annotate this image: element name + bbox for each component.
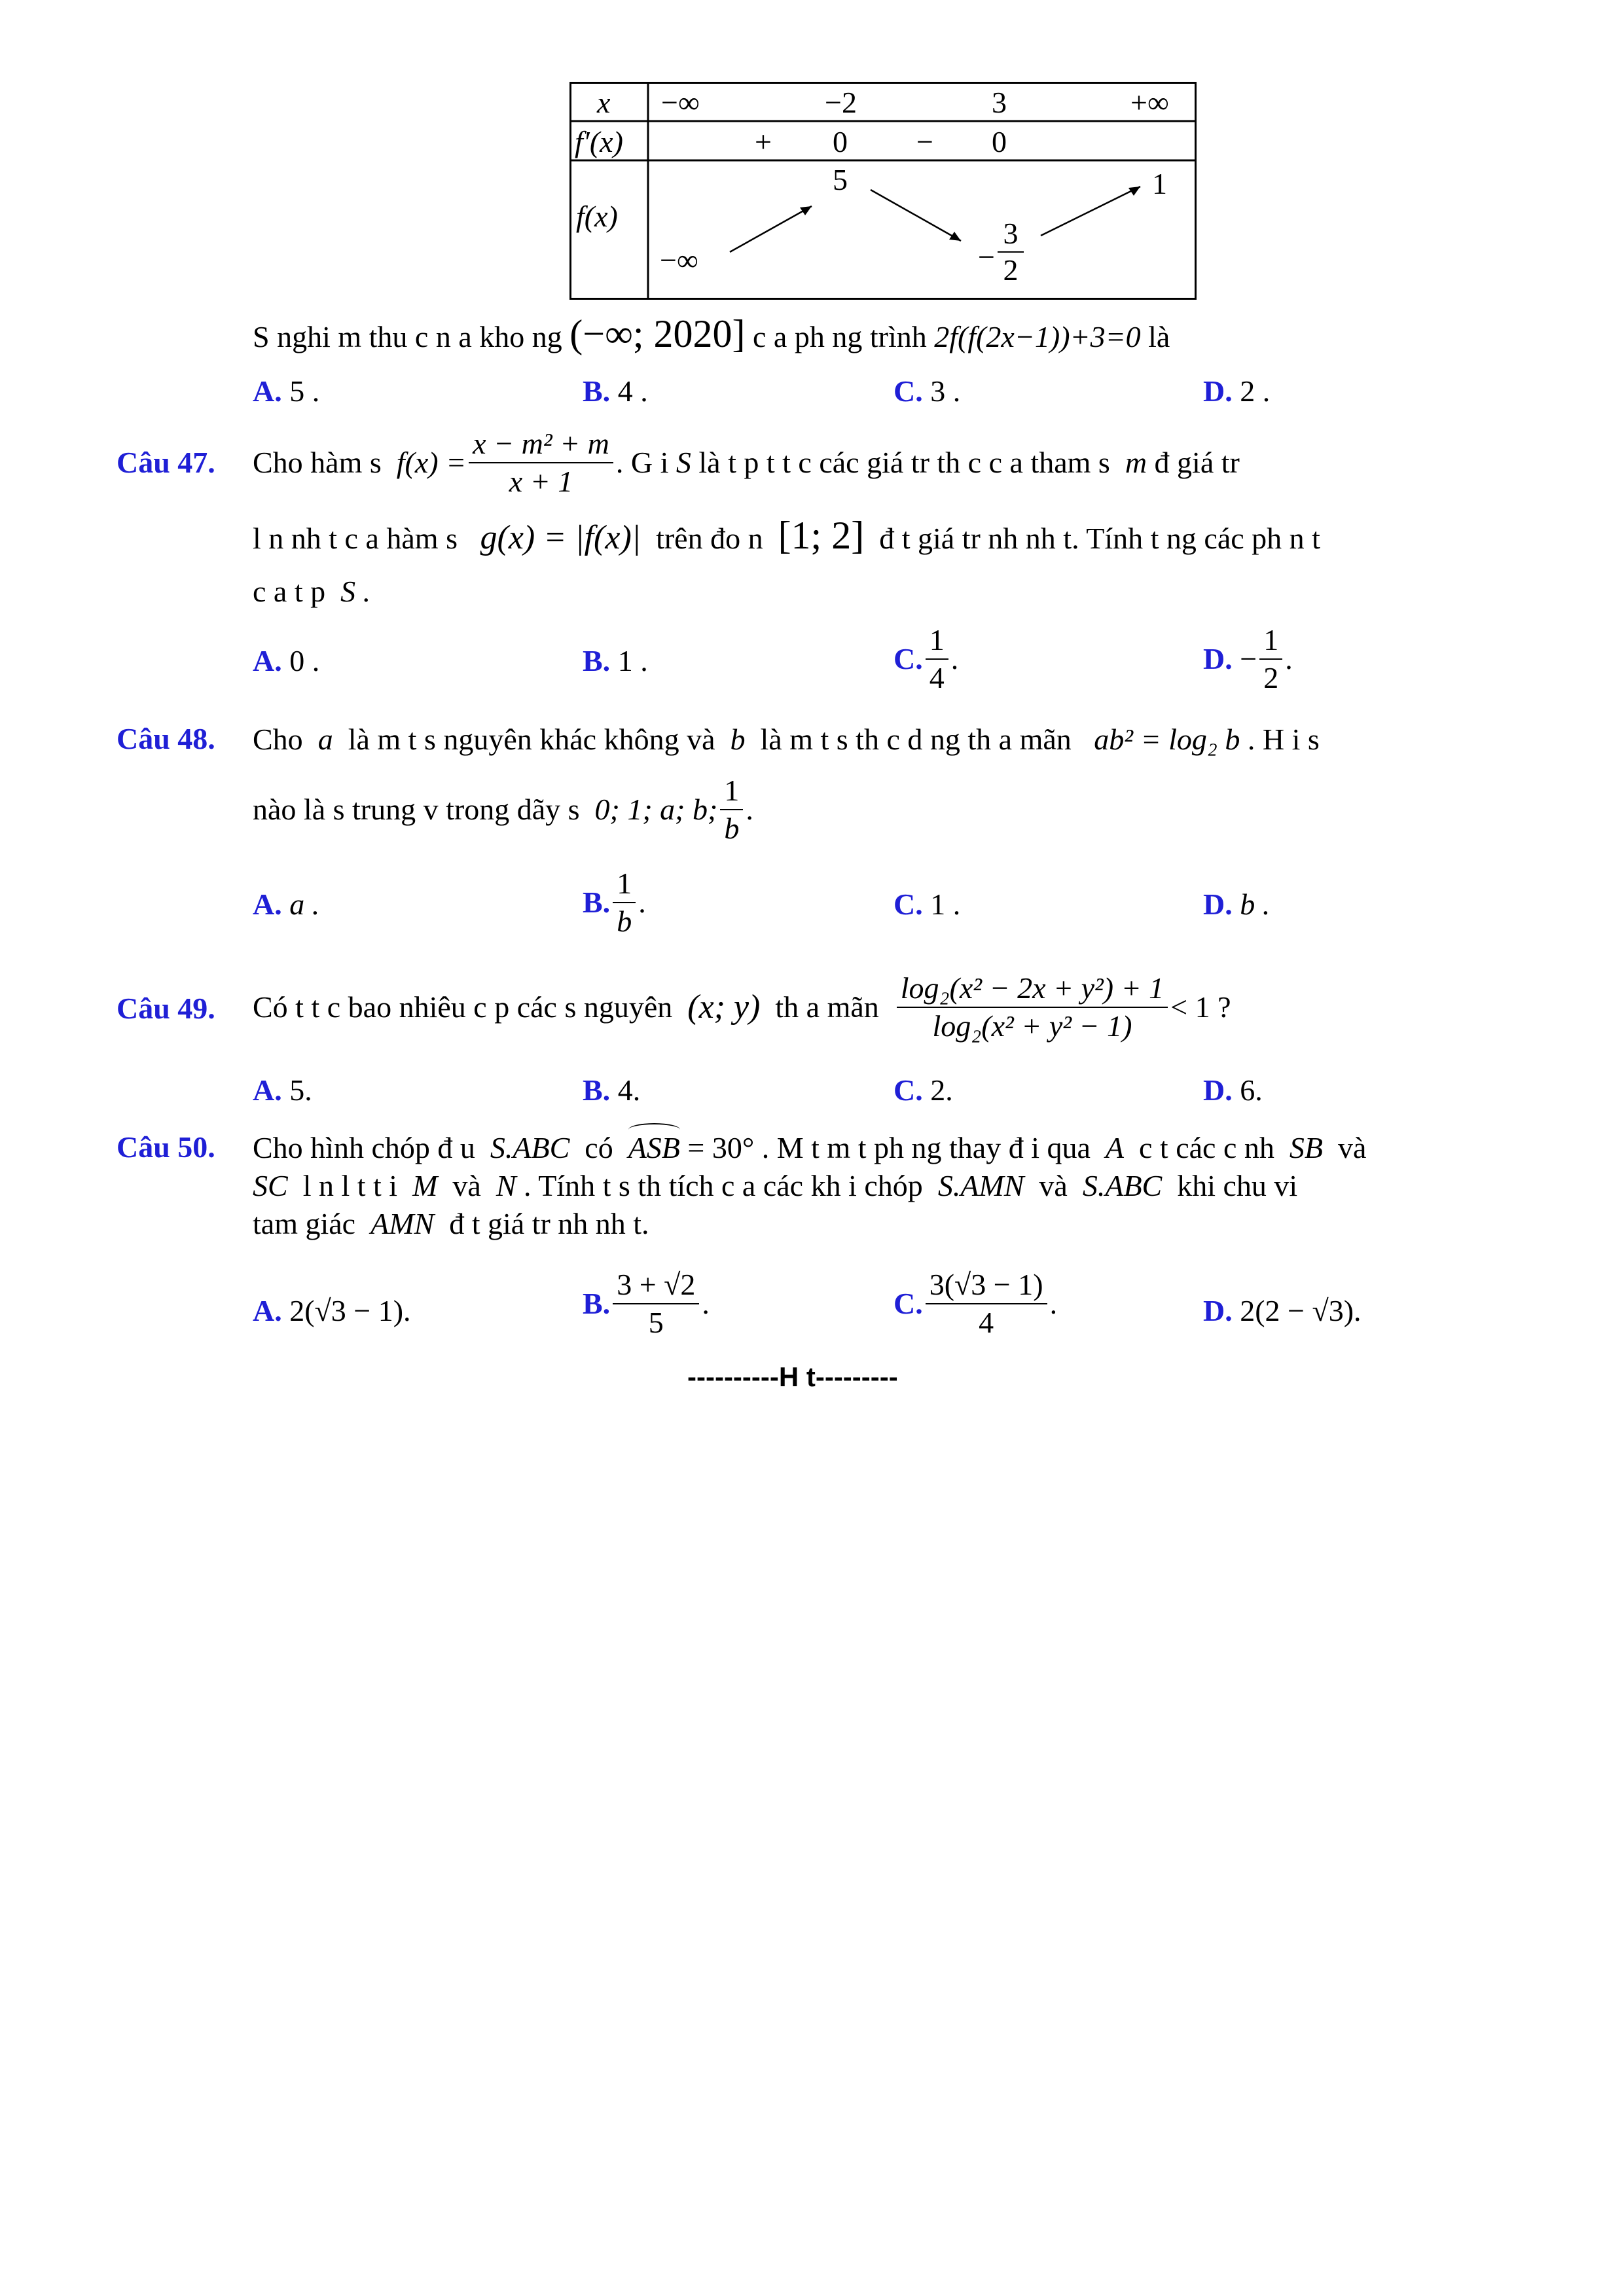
q49-line1-b: th a mãn [775, 990, 879, 1024]
q46-option-b[interactable] [583, 373, 648, 410]
q48-option-b[interactable] [583, 865, 646, 940]
q50-line3-a: tam giác [253, 1207, 356, 1240]
table-f-max: 5 [833, 163, 848, 196]
q48-option-d-letter: D. [1203, 888, 1233, 921]
table-x-neg2: −2 [825, 86, 857, 119]
q48-option-d-text: b . [1240, 888, 1271, 921]
q47-option-b-text: 1 . [617, 644, 648, 677]
q50-option-c-den: 4 [979, 1306, 994, 1339]
q47-option-a-text: 0 . [289, 644, 320, 677]
q48-option-b-frac [613, 865, 636, 940]
q47-option-d-letter: D. [1203, 642, 1233, 675]
q50-M: M [412, 1169, 438, 1202]
q50-angle-value: = 30° [687, 1131, 755, 1164]
q47-line1-c: là t p t t c các giá tr th c c a tham s [698, 446, 1110, 479]
q50-option-a-text: 2(√3 − 1). [289, 1294, 411, 1327]
table-x-neg-inf: −∞ [661, 86, 700, 119]
q50-option-c-frac [926, 1266, 1047, 1341]
q50-option-b-tail: . [702, 1287, 710, 1320]
table-f-end: 1 [1152, 167, 1167, 200]
q46-option-a-letter: A. [253, 374, 282, 408]
q46-option-c-text: 3 . [930, 374, 961, 408]
q49-option-d[interactable] [1203, 1072, 1263, 1109]
q46-stem-c: là [1148, 320, 1170, 353]
q50-A: A [1105, 1131, 1124, 1164]
q46-interval: (−∞; 2020] [569, 312, 746, 355]
q50-option-b[interactable] [583, 1266, 710, 1341]
q48-line2-a: nào là s trung v trong dãy s [253, 793, 580, 826]
q47-fraction [469, 425, 613, 500]
q50-line1-d: c t các c nh [1139, 1131, 1274, 1164]
q50-SB: SB [1289, 1131, 1323, 1164]
q46-option-d[interactable] [1203, 373, 1270, 410]
q50-amn: AMN [370, 1207, 435, 1240]
q48-option-a[interactable] [253, 886, 319, 923]
q50-option-b-den: 5 [648, 1306, 664, 1339]
q48-line1-d: . H i s [1247, 723, 1320, 756]
q46-option-d-letter: D. [1203, 374, 1233, 408]
q47-option-d-tail: . [1285, 642, 1293, 675]
q50-N: N [496, 1169, 516, 1202]
q47-option-c-frac [926, 622, 948, 696]
table-f-min-sign: − [978, 240, 995, 274]
q47-option-c-tail: . [950, 642, 959, 675]
q50-option-b-letter: B. [583, 1287, 611, 1320]
q47-option-c-den: 4 [929, 661, 945, 694]
q47-line1 [253, 425, 1240, 500]
q47-fraction-num: x − m² + m [469, 425, 613, 463]
q49-option-d-text: 6. [1240, 1073, 1263, 1107]
q47-label: Câu 47. [117, 446, 215, 479]
q50-line1-c: . M t m t ph ng thay đ i qua [761, 1131, 1091, 1164]
table-f-min-num: 3 [998, 216, 1024, 253]
q48-sequence-frac [720, 772, 743, 847]
table-f-min-frac [998, 216, 1024, 288]
table-x-3: 3 [992, 86, 1007, 119]
q48-sequence-den: b [724, 812, 740, 845]
q47-line3 [253, 573, 370, 610]
table-x-label: x [597, 86, 611, 119]
q47-line2-a: l n nh t c a hàm s [253, 522, 458, 555]
q50-line1 [253, 1130, 1366, 1166]
q48-option-b-num: 1 [613, 865, 636, 903]
table-fp-zero-2: 0 [992, 125, 1007, 158]
q47-line1-d: đ giá tr [1154, 446, 1240, 479]
q50-line1-a: Cho hình chóp đ u [253, 1131, 475, 1164]
q49-line1 [253, 970, 1231, 1045]
q48-option-b-letter: B. [583, 886, 611, 919]
q50-line3 [253, 1206, 649, 1242]
q46-option-d-text: 2 . [1240, 374, 1271, 408]
q46-stem-a: S nghi m thu c n a kho ng [253, 320, 562, 353]
q46-stem [253, 312, 1170, 355]
table-x-pos-inf: +∞ [1130, 86, 1169, 119]
q48-option-c[interactable] [893, 886, 960, 923]
q46-option-a[interactable] [253, 373, 319, 410]
q48-option-b-den: b [617, 905, 632, 938]
q47-option-d-num: 1 [1259, 622, 1282, 660]
q50-line3-b: đ t giá tr nh nh t. [449, 1207, 649, 1240]
q47-line1-b: . G i [615, 446, 669, 479]
q48-equation: ab² = log₂ b [1094, 723, 1240, 756]
table-f-start: −∞ [660, 243, 698, 277]
q50-line2-a: l n l t t i [302, 1169, 398, 1202]
q47-option-c[interactable] [893, 622, 958, 696]
q48-option-c-letter: C. [893, 888, 923, 921]
table-f-label: f(x) [576, 200, 618, 233]
q47-line2 [253, 514, 1320, 557]
q49-fraction-num: log₂(x² − 2x + y²) + 1 [897, 970, 1168, 1008]
q47-option-b[interactable] [583, 643, 648, 679]
table-fp-zero-1: 0 [833, 125, 848, 158]
q49-pair: (x; y) [687, 988, 761, 1026]
q46-option-c[interactable] [893, 373, 960, 410]
q50-line2-d: và [1039, 1169, 1068, 1202]
q47-option-d-frac [1259, 622, 1282, 696]
q50-option-d-letter: D. [1203, 1294, 1233, 1327]
q48-label: Câu 48. [117, 722, 215, 755]
q47-fx: f(x) = [396, 446, 467, 479]
q49-fraction [897, 970, 1168, 1045]
q49-option-a[interactable] [253, 1072, 312, 1109]
q50-label: Câu 50. [117, 1130, 215, 1164]
table-fp-minus: − [916, 125, 933, 158]
q49-option-d-letter: D. [1203, 1073, 1233, 1107]
q49-fraction-den: log₂(x² + y² − 1) [932, 1009, 1132, 1043]
q50-line1-b: có [585, 1131, 613, 1164]
q48-sequence: 0; 1; a; b; [594, 793, 718, 826]
q47-line3-text: c a t p [253, 575, 326, 608]
q48-line1-a: Cho [253, 723, 303, 756]
q50-sabc: S.ABC [490, 1131, 570, 1164]
q50-option-d-text: 2(2 − √3). [1240, 1294, 1362, 1327]
q49-line1-a: Có t t c bao nhiêu c p các s nguyên [253, 990, 673, 1024]
q48-a: a [317, 723, 333, 756]
variation-table [569, 82, 1197, 300]
q50-line1-e: và [1337, 1131, 1367, 1164]
q47-option-a[interactable] [253, 643, 319, 679]
q47-option-d-den: 2 [1263, 661, 1279, 694]
q50-angle: ASB [628, 1130, 680, 1166]
q46-option-b-letter: B. [583, 374, 611, 408]
end-marker: ----------H t--------- [687, 1361, 898, 1392]
q48-option-b-tail: . [638, 886, 646, 919]
q49-option-c-text: 2. [930, 1073, 953, 1107]
table-f-min-den: 2 [1003, 253, 1019, 287]
q49-option-c-letter: C. [893, 1073, 923, 1107]
q49-option-b-text: 4. [617, 1073, 641, 1107]
q47-option-c-num: 1 [926, 622, 948, 660]
q48-sequence-num: 1 [720, 772, 743, 810]
q48-line2: nào là s trung v trong dãy s 0; 1; a; b; $\frac{1}{b}$ . [253, 772, 753, 847]
q49-label: Câu 49. [117, 992, 215, 1025]
q48-option-a-text: a . [289, 888, 320, 921]
arrow-up-1 [730, 206, 812, 252]
q50-line2-b: và [452, 1169, 481, 1202]
q47-m: m [1125, 446, 1147, 479]
q47-option-d[interactable] [1203, 622, 1293, 696]
q47-line2-c: đ t giá tr nh nh t. Tính t ng các ph n t [879, 522, 1320, 555]
arrow-up-2 [1041, 187, 1140, 236]
q50-sabc-2: S.ABC [1082, 1169, 1163, 1202]
q49-option-c[interactable] [893, 1072, 953, 1109]
q50-line2 [253, 1168, 1297, 1204]
q50-line2-c: . Tính t s th tích c a các kh i chóp [524, 1169, 923, 1202]
arrow-down [871, 190, 961, 241]
table-fp-plus: + [755, 125, 772, 158]
q47-option-c-letter: C. [893, 642, 923, 675]
q50-option-c-letter: C. [893, 1287, 923, 1320]
q47-fraction-den: x + 1 [509, 465, 573, 498]
q49-option-a-letter: A. [253, 1073, 282, 1107]
q50-option-c[interactable] [893, 1266, 1057, 1341]
q50-option-d[interactable] [1203, 1293, 1362, 1329]
q50-option-b-frac [613, 1266, 699, 1341]
q50-SC: SC [253, 1169, 288, 1202]
table-fp-label: f′(x) [575, 125, 623, 158]
q48-line1 [253, 721, 1320, 758]
q46-option-c-letter: C. [893, 374, 923, 408]
q49-option-b[interactable] [583, 1072, 640, 1109]
q50-option-a[interactable] [253, 1293, 411, 1329]
q48-line1-b: là m t s nguyên khác không và [348, 723, 715, 756]
q47-gx: g(x) = |f(x)| [480, 519, 641, 556]
q47-option-b-letter: B. [583, 644, 611, 677]
q46-option-b-text: 4 . [617, 374, 648, 408]
q50-option-c-num: 3(√3 − 1) [926, 1266, 1047, 1304]
q47-line3-S: S . [340, 575, 371, 608]
q50-option-b-num: 3 + √2 [613, 1266, 699, 1304]
q47-option-a-letter: A. [253, 644, 282, 677]
q50-line2-e: khi chu vi [1177, 1169, 1298, 1202]
q50-option-a-letter: A. [253, 1294, 282, 1327]
q48-b: b [730, 723, 746, 756]
q48-option-d[interactable] [1203, 886, 1270, 923]
q47-segment: [1; 2] [778, 514, 865, 557]
q48-line1-c: là m t s th c d ng th a mãn [760, 723, 1072, 756]
q48-option-a-letter: A. [253, 888, 282, 921]
q49-option-b-letter: B. [583, 1073, 611, 1107]
q49-option-a-text: 5. [289, 1073, 312, 1107]
q46-stem-b: c a ph ng trình [753, 320, 927, 353]
q46-option-a-text: 5 . [289, 374, 320, 408]
q47-S: S [676, 446, 691, 479]
q49-tail: < 1 ? [1170, 990, 1231, 1024]
q47-line2-b: trên đo n [656, 522, 763, 555]
q47-line1-a: Cho hàm s [253, 446, 382, 479]
q50-option-c-tail: . [1049, 1287, 1058, 1320]
q50-samn: S.AMN [937, 1169, 1024, 1202]
q46-equation: 2f(f(2x−1))+3=0 [934, 320, 1141, 353]
q47-option-d-sign: − [1240, 642, 1257, 675]
q48-option-c-text: 1 . [930, 888, 961, 921]
